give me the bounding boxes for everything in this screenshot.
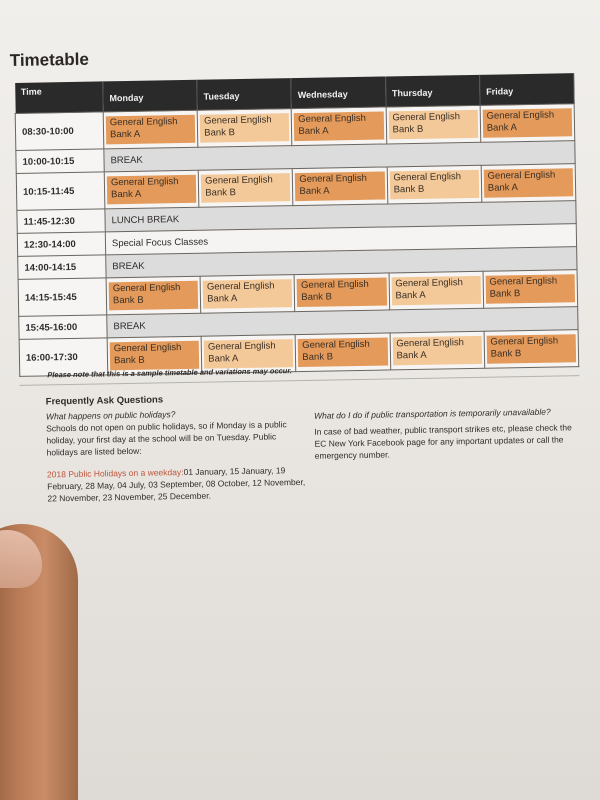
span-activity: BREAK [107,307,578,338]
faq-answer-holidays: Schools do not open on public holidays, so if Monday is a public holiday, your first day at the school will be on Tuesday. Public holidays are listed below: [46,419,287,458]
faq-left-column [46,392,310,505]
thumb [0,524,78,800]
lesson-bank: Bank A [298,125,329,138]
lesson-subject: General English [112,282,181,295]
span-activity: Special Focus Classes [105,224,576,255]
lesson-subject: General English [205,174,273,187]
lesson-bank: Bank A [396,349,427,362]
lesson-block [110,341,200,371]
span-activity: LUNCH BREAK [105,201,576,232]
lesson-block [391,276,481,306]
lesson-block [389,170,479,200]
lesson-block [295,172,385,202]
time-slot: 10:15-11:45 [16,172,105,211]
lesson-cell [103,110,198,149]
lesson-bank: Bank A [208,353,239,365]
lesson-bank: Bank B [393,183,425,196]
lesson-subject: General English [395,277,463,290]
lesson-subject: General English [392,111,461,124]
lesson-bank: Bank A [109,128,141,141]
time-slot: 11:45-12:30 [17,209,105,234]
lesson-cell [294,273,389,312]
sample-note: Please note that this is a sample timetable and variations may occur. [47,366,292,380]
column-header-wednesday: Wednesday [291,76,386,108]
lesson-block [392,336,482,366]
lesson-bank: Bank B [204,127,235,139]
time-slot: 08:30-10:00 [15,112,104,151]
lesson-block [201,173,291,203]
lesson-subject: General English [393,171,462,184]
lesson-bank: Bank B [490,348,522,360]
span-activity: BREAK [104,141,575,172]
lesson-block [203,279,293,309]
column-header-friday: Friday [479,73,574,105]
time-slot: 16:00-17:30 [19,338,108,377]
column-header-monday: Monday [103,80,198,112]
time-slot: 14:15-15:45 [18,278,107,317]
lesson-cell [295,333,390,372]
lesson-subject: General English [203,114,272,127]
lesson-cell [104,170,199,209]
faq-question-transport: What do I do if public transportation is temporarily unavailable? [313,406,551,421]
lesson-block [200,113,290,143]
lesson-subject: General English [301,278,369,291]
lesson-bank: Bank A [207,293,238,305]
timetable [14,73,579,380]
lesson-bank: Bank B [205,187,237,199]
lesson-block [482,108,572,138]
lesson-subject: General English [207,340,276,353]
holiday-list-label: 2018 Public Holidays on a weekday: [46,467,184,480]
lesson-subject: General English [110,176,179,189]
lesson-bank: Bank B [112,294,144,307]
lesson-subject: General English [486,109,555,122]
lesson-subject: General English [487,169,556,182]
time-slot: 10:00-10:15 [16,149,104,174]
time-slot: 12:30-14:00 [17,232,105,257]
page-title: Timetable [9,49,89,71]
holiday-list-dates: 01 January, 15 January, 19 February, 28 May, 04 July, 03 September, 08 October, 12 November, 22 November, 23 November, 25 December. [47,465,306,504]
lesson-subject: General English [489,275,558,288]
lesson-cell [483,270,578,309]
lesson-cell [389,271,484,310]
lesson-bank: Bank A [299,185,330,197]
lesson-cell [200,275,295,314]
lesson-subject: General English [109,116,178,129]
lesson-subject: General English [206,280,275,293]
column-header-time: Time [15,81,104,113]
holiday-list [47,464,310,505]
lesson-subject: General English [298,112,366,126]
lesson-cell [480,104,575,143]
lesson-block [485,274,575,304]
time-slot: 14:00-14:15 [18,255,106,280]
lesson-cell [106,276,201,315]
lesson-subject: General English [396,337,465,350]
faq-title: Frequently Ask Questions [45,394,164,408]
timetable-body [15,104,579,380]
lesson-block [294,112,384,142]
lesson-block [107,175,197,205]
lesson-block [297,277,387,307]
lesson-bank: Bank B [113,354,145,367]
lesson-cell [387,165,482,204]
column-header-tuesday: Tuesday [197,78,292,110]
span-activity: BREAK [106,247,577,278]
lesson-block [298,337,388,367]
lesson-cell [484,330,579,369]
lesson-bank: Bank A [486,122,517,134]
lesson-block [486,334,576,364]
lesson-block [388,110,478,140]
lesson-bank: Bank B [392,123,424,136]
lesson-bank: Bank A [111,188,142,201]
lesson-block [106,115,196,145]
lesson-cell [292,107,387,146]
lesson-bank: Bank A [395,289,426,302]
thumbnail-nail [0,530,42,588]
lesson-bank: Bank B [489,288,521,300]
column-header-thursday: Thursday [385,75,480,107]
lesson-cell [198,169,293,208]
lesson-cell [293,167,388,206]
lesson-subject: General English [302,338,370,351]
faq-right-column [314,405,585,462]
lesson-cell [197,109,292,148]
lesson-block [484,168,574,198]
lesson-cell [481,164,576,203]
faq-answer-transport: In case of bad weather, public transport strikes etc, please check the EC New York Facebook page for any important updates or call the emergency number. [314,422,572,461]
lesson-cell [390,331,485,370]
time-slot: 15:45-16:00 [19,315,107,340]
lesson-block [109,281,199,311]
faq-question-holidays: What happens on public holidays? [45,409,176,422]
lesson-bank: Bank B [301,291,333,303]
lesson-subject: General English [113,342,182,355]
lesson-subject: General English [299,172,367,185]
lesson-subject: General English [490,335,559,348]
lesson-cell [386,105,481,144]
lesson-bank: Bank A [487,182,519,194]
lesson-block [204,339,294,369]
lesson-bank: Bank B [302,351,334,363]
